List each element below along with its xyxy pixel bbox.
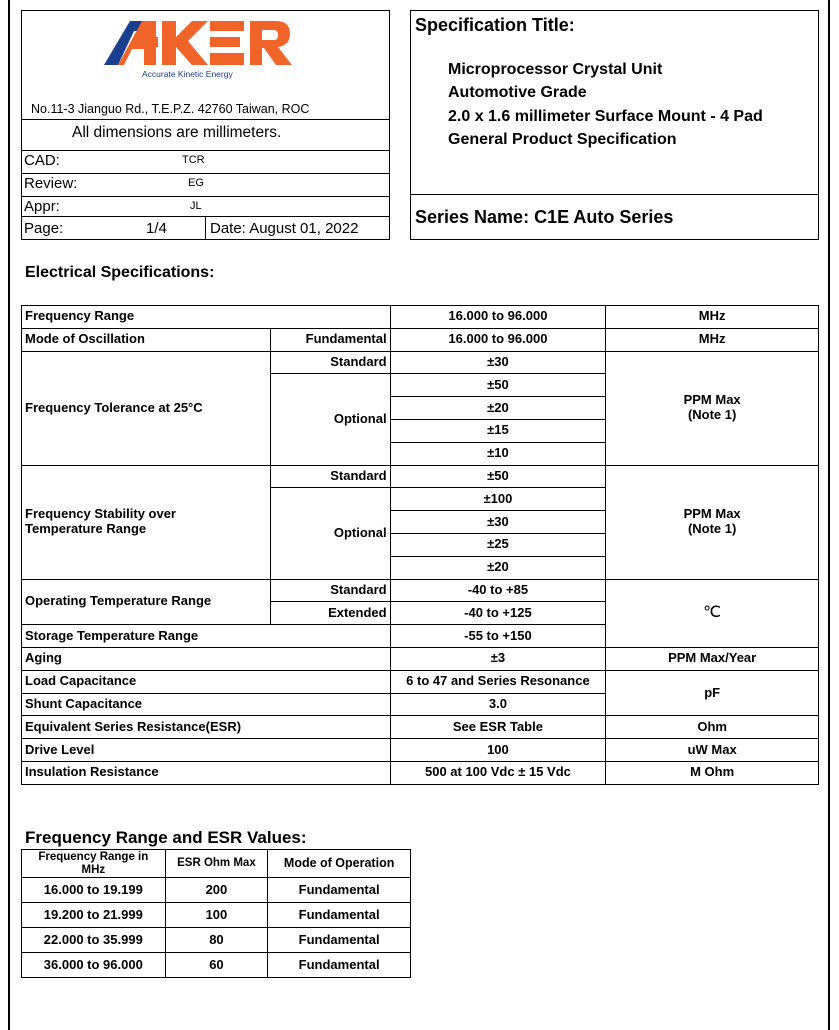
mode-sub: Fundamental (270, 328, 390, 351)
stability-optional-value: ±30 (390, 511, 606, 534)
esr-cell: 100 (165, 903, 268, 928)
table-row (22, 928, 411, 953)
stability-label-line2: Temperature Range (25, 521, 147, 537)
freq-range-value: 16.000 to 96.000 (390, 306, 606, 329)
appr-value: JL (190, 200, 202, 212)
freq-range-unit: MHz (606, 306, 819, 329)
page-number: 1/4 (146, 220, 167, 237)
electrical-heading: Electrical Specifications: (25, 264, 215, 281)
esr-heading: Frequency Range and ESR Values: (25, 828, 307, 847)
review-label: Review: (24, 175, 78, 192)
op-temp-extended-value: -40 to +125 (390, 602, 606, 625)
esr-value: See ESR Table (390, 716, 606, 739)
company-address: No.11-3 Jianguo Rd., T.E.P.Z. 42760 Taiwan, ROC (31, 102, 310, 116)
esr-header-esr: ESR Ohm Max (165, 850, 268, 878)
tolerance-optional-value: ±50 (390, 374, 606, 397)
aging-label: Aging (22, 647, 391, 670)
stability-standard-label: Standard (270, 465, 390, 488)
mode-unit: MHz (606, 328, 819, 351)
esr-cell: Fundamental (268, 928, 411, 953)
esr-table (21, 849, 411, 978)
temp-unit: ℃ (606, 579, 819, 647)
esr-cell: 200 (165, 878, 268, 903)
drive-unit: uW Max (606, 739, 819, 762)
stability-optional-value: ±25 (390, 533, 606, 556)
op-temp-extended-label: Extended (270, 602, 390, 625)
tolerance-optional-value: ±15 (390, 419, 606, 442)
esr-label: Equivalent Series Resistance(ESR) (22, 716, 391, 739)
esr-unit: Ohm (606, 716, 819, 739)
esr-cell: Fundamental (268, 903, 411, 928)
esr-cell: Fundamental (268, 953, 411, 978)
mode-value: 16.000 to 96.000 (390, 328, 606, 351)
stability-label-line1: Frequency Stability over (25, 506, 176, 522)
table-row (22, 351, 819, 374)
insulation-label: Insulation Resistance (22, 761, 391, 784)
shunt-cap-value: 3.0 (390, 693, 606, 716)
stability-optional-value: ±20 (390, 556, 606, 579)
drive-label: Drive Level (22, 739, 391, 762)
esr-cell: 80 (165, 928, 268, 953)
review-value: EG (188, 177, 204, 189)
load-cap-value: 6 to 47 and Series Resonance (390, 670, 606, 693)
table-row (22, 761, 819, 784)
spec-line-1: Microprocessor Crystal Unit (448, 61, 663, 78)
tolerance-unit-line1: PPM Max (683, 392, 741, 408)
cap-unit: pF (606, 670, 819, 716)
spec-line-2: Automotive Grade (448, 84, 587, 101)
table-row (22, 579, 819, 602)
esr-cell: 22.000 to 35.999 (22, 928, 166, 953)
stability-unit (606, 465, 819, 579)
esr-cell: 19.200 to 21.999 (22, 903, 166, 928)
esr-header-freq: Frequency Range in MHz (22, 850, 166, 878)
electrical-spec-table (21, 305, 819, 785)
document-date: Date: August 01, 2022 (210, 220, 359, 237)
mode-label: Mode of Oscillation (22, 328, 271, 351)
company-tagline: Accurate Kinetic Energy (142, 69, 233, 79)
table-row (22, 306, 819, 329)
storage-label: Storage Temperature Range (22, 625, 391, 648)
table-row (22, 647, 819, 670)
table-row (22, 328, 819, 351)
company-logo (104, 19, 294, 77)
spec-title-box (410, 10, 819, 240)
load-cap-label: Load Capacitance (22, 670, 391, 693)
page-label: Page: (24, 220, 64, 237)
op-temp-label: Operating Temperature Range (22, 579, 271, 625)
aging-unit: PPM Max/Year (606, 647, 819, 670)
tolerance-standard-label: Standard (270, 351, 390, 374)
esr-cell: 60 (165, 953, 268, 978)
tolerance-label: Frequency Tolerance at 25°C (22, 351, 271, 465)
freq-range-label: Frequency Range (22, 306, 391, 329)
storage-value: -55 to +150 (390, 625, 606, 648)
cad-label: CAD: (24, 152, 60, 169)
drive-value: 100 (390, 739, 606, 762)
stability-optional-value: ±100 (390, 488, 606, 511)
shunt-cap-label: Shunt Capacitance (22, 693, 391, 716)
table-row (22, 670, 819, 693)
table-row (22, 739, 819, 762)
tolerance-optional-value: ±20 (390, 397, 606, 420)
aging-value: ±3 (390, 647, 606, 670)
esr-cell: Fundamental (268, 878, 411, 903)
dimensions-note: All dimensions are millimeters. (72, 124, 282, 141)
esr-header-mode: Mode of Operation (268, 850, 411, 878)
company-info-box (21, 10, 390, 240)
tolerance-optional-label: Optional (270, 374, 390, 465)
table-row (22, 465, 819, 488)
tolerance-standard-value: ±30 (390, 351, 606, 374)
spec-title-label: Specification Title: (415, 15, 575, 35)
insulation-unit: M Ohm (606, 761, 819, 784)
esr-cell: 36.000 to 96.000 (22, 953, 166, 978)
cad-value: TCR (182, 154, 205, 166)
table-row (22, 716, 819, 739)
spec-line-3: 2.0 x 1.6 millimeter Surface Mount - 4 Pad (448, 108, 763, 125)
series-name: Series Name: C1E Auto Series (415, 207, 674, 227)
table-row (22, 903, 411, 928)
table-row (22, 878, 411, 903)
esr-cell: 16.000 to 19.199 (22, 878, 166, 903)
stability-unit-line2: (Note 1) (687, 521, 737, 537)
tolerance-optional-value: ±10 (390, 442, 606, 465)
stability-unit-line1: PPM Max (683, 506, 741, 522)
insulation-value: 500 at 100 Vdc ± 15 Vdc (390, 761, 606, 784)
spec-line-4: General Product Specification (448, 131, 677, 148)
appr-label: Appr: (24, 198, 60, 215)
stability-label (22, 465, 271, 579)
op-temp-standard-label: Standard (270, 579, 390, 602)
stability-standard-value: ±50 (390, 465, 606, 488)
op-temp-standard-value: -40 to +85 (390, 579, 606, 602)
table-row (22, 953, 411, 978)
tolerance-unit-line2: (Note 1) (687, 407, 737, 423)
stability-optional-label: Optional (270, 488, 390, 579)
table-header-row (22, 850, 411, 878)
tolerance-unit (606, 351, 819, 465)
